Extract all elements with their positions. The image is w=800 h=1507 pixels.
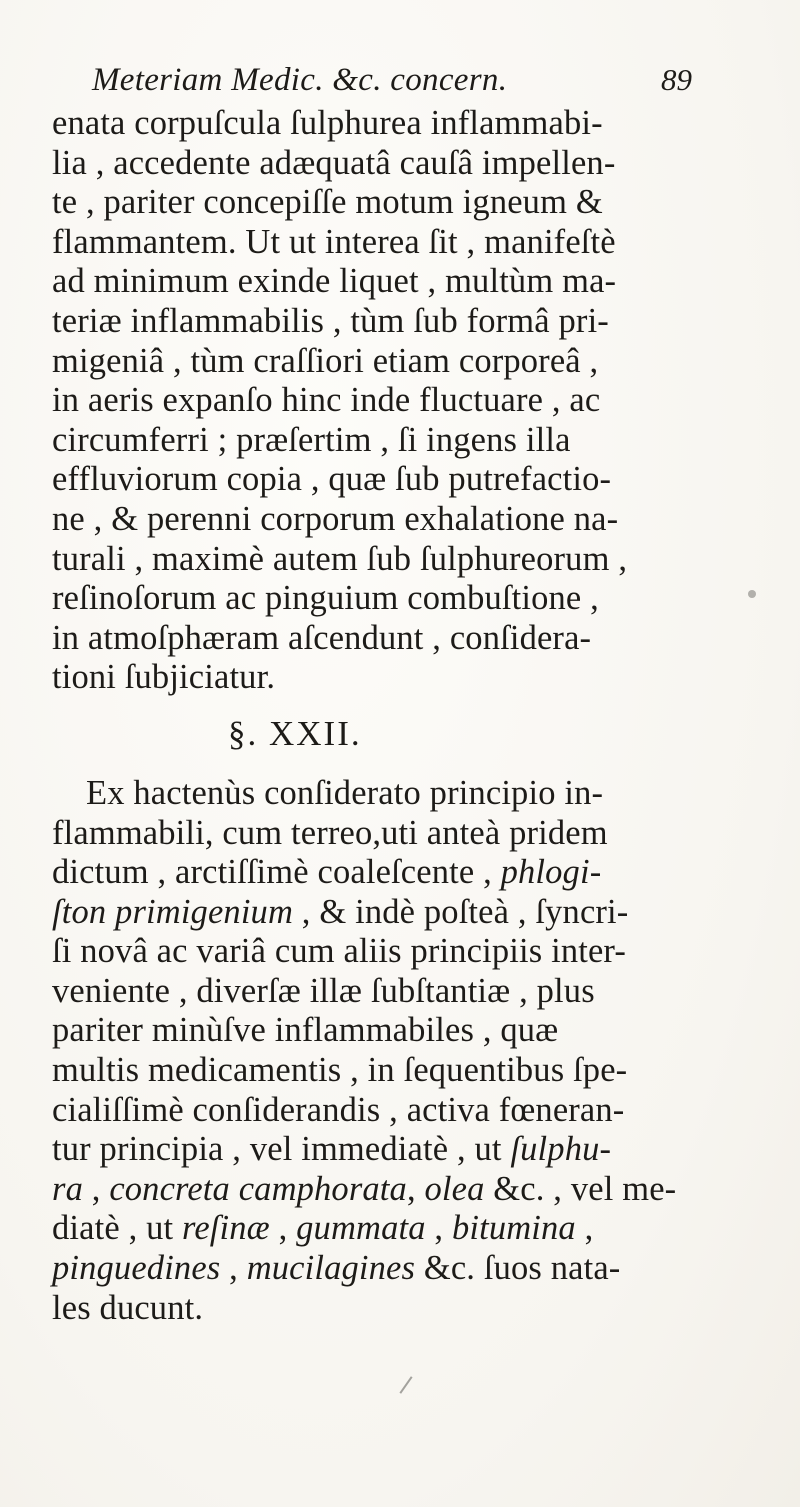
- text-line: flammantem. Ut ut interea ſit , manifeſtè: [52, 222, 616, 261]
- running-head: Meteriam Medic. &c. concern.: [92, 62, 508, 98]
- text-line: [52, 1130, 752, 1170]
- text-line: flammabili, cum terreo,uti anteà pridem: [52, 813, 608, 852]
- text-run: , & indè poſteà , ſyncri-: [293, 892, 629, 931]
- text-line: [52, 1209, 752, 1249]
- italic-term: bitumina: [451, 1209, 576, 1248]
- italic-term: mucilagines: [246, 1249, 416, 1288]
- text-line: les ducunt.: [52, 1288, 204, 1327]
- body-text: [52, 104, 752, 1328]
- page-header: [92, 62, 692, 106]
- text-line: ne , & perenni corporum exhalatione na-: [52, 499, 619, 538]
- text-line: reſinoſorum ac pinguium combuſtione ,: [52, 579, 599, 618]
- page-number: 89: [661, 62, 692, 97]
- text-line: tioni ſubjiciatur.: [52, 658, 276, 697]
- text-run: ,: [82, 1169, 110, 1208]
- text-run: ,: [406, 1169, 425, 1208]
- text-line: te , pariter concepiſſe motum igneum &: [52, 183, 603, 222]
- text-line: ſi novâ ac variâ cum aliis principiis inter-: [52, 932, 627, 971]
- text-line: lia , accedente adæquatâ cauſâ impellen-: [52, 143, 616, 182]
- text-line: pariter minùſve inflammabiles , quæ: [52, 1011, 559, 1050]
- section-heading: §. XXII.: [228, 713, 362, 753]
- text-line: ad minimum exinde liquet , multùm ma-: [52, 262, 617, 301]
- text-run: ,: [575, 1209, 594, 1248]
- text-line: cialiſſimè conſiderandis , activa fœneran-: [52, 1090, 625, 1129]
- text-line: [52, 1170, 752, 1210]
- italic-term: phlogi-: [500, 853, 602, 892]
- text-run: dictum , arctiſſimè coaleſcente ,: [52, 853, 501, 892]
- text-run: tur principia , vel immediatè , ut: [52, 1130, 511, 1169]
- text-line: in atmoſphæram aſcendunt , conſidera-: [52, 618, 592, 657]
- text-line: turali , maximè autem ſub ſulphureorum ,: [52, 539, 628, 578]
- text-run: ,: [425, 1209, 452, 1248]
- italic-term: gummata: [296, 1209, 426, 1248]
- text-line: Ex hactenùs conſiderato principio in-: [86, 773, 604, 812]
- italic-term: ra: [52, 1169, 83, 1208]
- text-line: teriæ inflammabilis , tùm ſub formâ pri-: [52, 301, 609, 340]
- italic-term: pinguedines: [52, 1249, 221, 1288]
- text-run: &c. , vel me-: [484, 1169, 677, 1208]
- text-line: enata corpuſcula ſulphurea inflammabi-: [52, 104, 603, 142]
- text-line: [52, 853, 752, 893]
- text-line: migeniâ , tùm craſſiori etiam corporeâ ,: [52, 341, 599, 380]
- text-run: diatè , ut: [52, 1209, 183, 1248]
- text-line: circumferri ; præſertim , ſi ingens illa: [52, 420, 571, 459]
- italic-term: reſinæ: [182, 1209, 270, 1248]
- text-run: ,: [269, 1209, 297, 1248]
- text-line: effluviorum copia , quæ ſub putrefactio-: [52, 460, 612, 499]
- italic-term: concreta camphorata: [109, 1169, 407, 1208]
- text-run: ,: [220, 1249, 247, 1288]
- italic-term: ſton primigenium: [52, 892, 294, 931]
- spacer: [52, 758, 752, 774]
- text-line: [52, 893, 752, 933]
- text-run: &c. ſuos nata-: [415, 1249, 621, 1288]
- text-line: in aeris expanſo hinc inde fluctuare , ac: [52, 381, 601, 420]
- text-line: multis medicamentis , in ſequentibus ſpe-: [52, 1051, 628, 1090]
- ink-spot: [748, 590, 756, 598]
- italic-term: ſulphu-: [510, 1130, 612, 1169]
- text-line: veniente , diverſæ illæ ſubſtantiæ , plus: [52, 971, 595, 1010]
- text-line: [52, 1249, 752, 1289]
- ink-mark: [399, 1376, 412, 1394]
- italic-term: olea: [424, 1169, 485, 1208]
